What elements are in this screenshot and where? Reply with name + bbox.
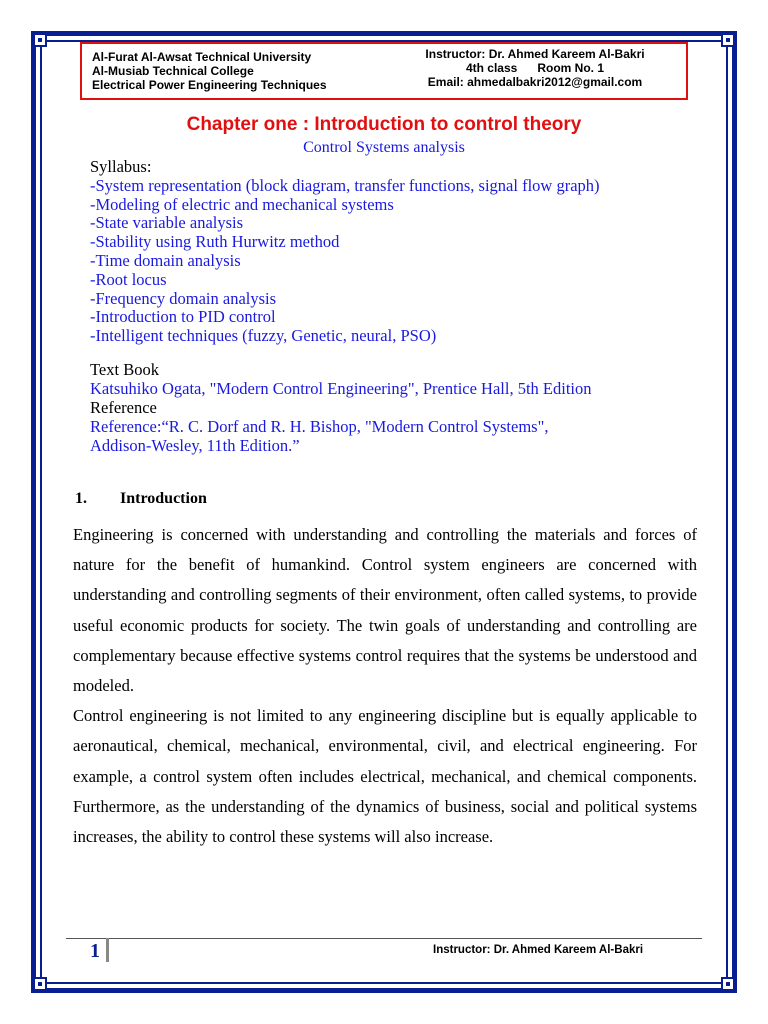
syllabus-item: -Frequency domain analysis	[90, 288, 277, 308]
reference-label: Reference	[90, 398, 157, 417]
references-section	[90, 360, 592, 455]
paragraph: Engineering is concerned with understanding and controlling the materials and forces of nature for the benefit of humankind. Control system engineers are concerned with understanding and controlling segments of their environment, often called systems, to provide useful economic products for society. The twin goals of understanding and controlling are complementary because effective systems control requires that the systems be understood and modeled.	[73, 525, 697, 696]
border-corner-ornament	[33, 33, 47, 47]
page-number: 1	[90, 940, 100, 962]
footer-rule	[66, 938, 702, 939]
border-corner-ornament	[721, 977, 735, 991]
footer-instructor: Instructor: Dr. Ahmed Kareem Al-Bakri	[433, 944, 644, 956]
border-corner-ornament	[33, 977, 47, 991]
university-name: Al-Furat Al-Awsat Technical University	[92, 50, 312, 64]
syllabus-item: -Intelligent techniques (fuzzy, Genetic, neural, PSO)	[90, 326, 437, 346]
header-instructor: Instructor: Dr. Ahmed Kareem Al-Bakri	[425, 47, 645, 61]
header-email: Email: ahmedalbakri2012@gmail.com	[427, 75, 643, 89]
chapter-subtitle: Control Systems analysis	[303, 139, 465, 156]
syllabus	[90, 158, 600, 346]
section-title: Introduction	[120, 490, 207, 507]
header-box	[80, 42, 688, 100]
header-instructor-info	[400, 47, 670, 89]
header-institution	[92, 50, 327, 92]
chapter-title: Chapter one : Introduction to control theory	[186, 114, 582, 135]
syllabus-item: -Root locus	[90, 269, 167, 289]
textbook-value: Katsuhiko Ogata, "Modern Control Engineering", Prentice Hall, 5th Edition	[90, 379, 592, 398]
section-heading	[75, 490, 207, 508]
syllabus-item: -System representation (block diagram, transfer functions, signal flow graph)	[90, 175, 600, 195]
body-text	[73, 520, 697, 852]
reference-line: Addison-Wesley, 11th Edition.”	[90, 436, 300, 455]
border-corner-ornament	[721, 33, 735, 47]
syllabus-item: -Introduction to PID control	[90, 307, 276, 327]
section-number: 1.	[75, 490, 87, 507]
paragraph: Control engineering is not limited to any engineering discipline but is equally applicable to aeronautical, chemical, mechanical, environmental, civil, and electrical engineering. For example, a control system often includes electrical, mechanical, and chemical components. Furthermore, as the understanding of the dynamics of business, social and political systems increases, the ability to control these systems will also increase.	[73, 706, 697, 847]
syllabus-label: Syllabus:	[90, 157, 152, 176]
department-name: Electrical Power Engineering Techniques	[92, 78, 327, 92]
syllabus-item: -Modeling of electric and mechanical systems	[90, 194, 394, 214]
syllabus-item: -State variable analysis	[90, 213, 244, 233]
college-name: Al-Musiab Technical College	[92, 64, 254, 78]
footer-separator	[106, 938, 109, 962]
textbook-label: Text Book	[90, 360, 159, 379]
syllabus-item: -Time domain analysis	[90, 250, 241, 270]
reference-line: Reference:“R. C. Dorf and R. H. Bishop, "Modern Control Systems",	[90, 417, 549, 436]
header-class-room: 4th class Room No. 1	[465, 61, 605, 75]
syllabus-item: -Stability using Ruth Hurwitz method	[90, 232, 340, 252]
